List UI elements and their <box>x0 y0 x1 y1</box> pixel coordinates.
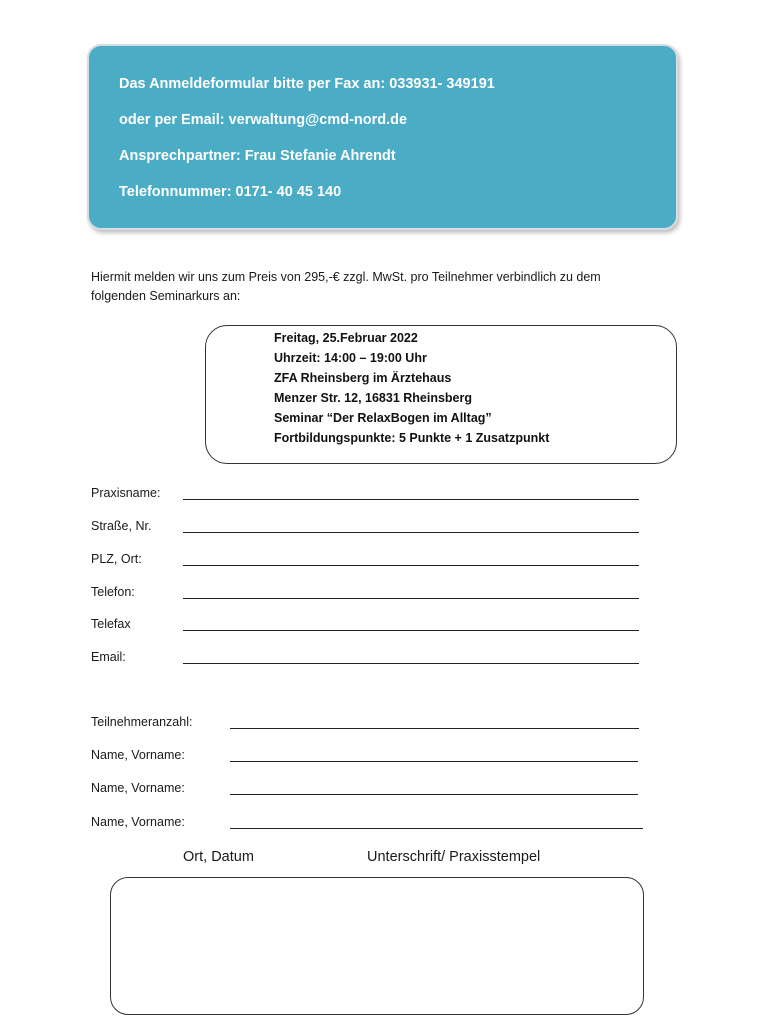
praxisname-field[interactable] <box>183 499 639 500</box>
seminar-details-box <box>205 325 677 464</box>
praxisname-label: Praxisname: <box>91 486 161 500</box>
seminar-title: Seminar “Der RelaxBogen im Alltag” <box>274 411 492 425</box>
email-line: oder per Email: verwaltung@cmd-nord.de <box>119 112 408 128</box>
unterschrift-label: Unterschrift/ Praxisstempel <box>367 849 541 865</box>
strasse-label: Straße, Nr. <box>91 519 152 533</box>
plz-ort-field[interactable] <box>183 565 639 566</box>
name-vorname-label-2: Name, Vorname: <box>91 781 185 795</box>
seminar-time: Uhrzeit: 14:00 – 19:00 Uhr <box>274 351 427 365</box>
name-vorname-label-3: Name, Vorname: <box>91 815 185 829</box>
contact-info-box <box>87 44 678 230</box>
intro-line-2: folgenden Seminarkurs an: <box>91 289 241 303</box>
email-field[interactable] <box>183 663 639 664</box>
fax-line: Das Anmeldeformular bitte per Fax an: 033931- 349191 <box>119 76 495 92</box>
ort-datum-label: Ort, Datum <box>183 849 254 865</box>
seminar-date: Freitag, 25.Februar 2022 <box>274 331 418 345</box>
teilnehmeranzahl-field[interactable] <box>230 728 639 729</box>
seminar-venue: ZFA Rheinsberg im Ärztehaus <box>274 371 452 385</box>
seminar-address: Menzer Str. 12, 16831 Rheinsberg <box>274 391 473 405</box>
signature-box[interactable] <box>110 877 644 1015</box>
name-vorname-field-3[interactable] <box>230 828 643 829</box>
phone-line: Telefonnummer: 0171- 40 45 140 <box>119 184 342 200</box>
telefax-field[interactable] <box>183 630 639 631</box>
email-label: Email: <box>91 650 126 664</box>
contact-person-line: Ansprechpartner: Frau Stefanie Ahrendt <box>119 148 396 164</box>
name-vorname-field-1[interactable] <box>230 761 638 762</box>
name-vorname-label-1: Name, Vorname: <box>91 748 185 762</box>
intro-paragraph <box>91 268 691 306</box>
seminar-points: Fortbildungspunkte: 5 Punkte + 1 Zusatzpunkt <box>274 431 550 445</box>
telefon-field[interactable] <box>183 598 639 599</box>
plz-ort-label: PLZ, Ort: <box>91 552 142 566</box>
strasse-field[interactable] <box>183 532 639 533</box>
telefon-label: Telefon: <box>91 585 135 599</box>
teilnehmeranzahl-label: Teilnehmeranzahl: <box>91 715 193 729</box>
telefax-label: Telefax <box>91 617 131 631</box>
intro-line-1: Hiermit melden wir uns zum Preis von 295,-€ zzgl. MwSt. pro Teilnehmer verbindlich zu dem <box>91 270 601 284</box>
name-vorname-field-2[interactable] <box>230 794 638 795</box>
